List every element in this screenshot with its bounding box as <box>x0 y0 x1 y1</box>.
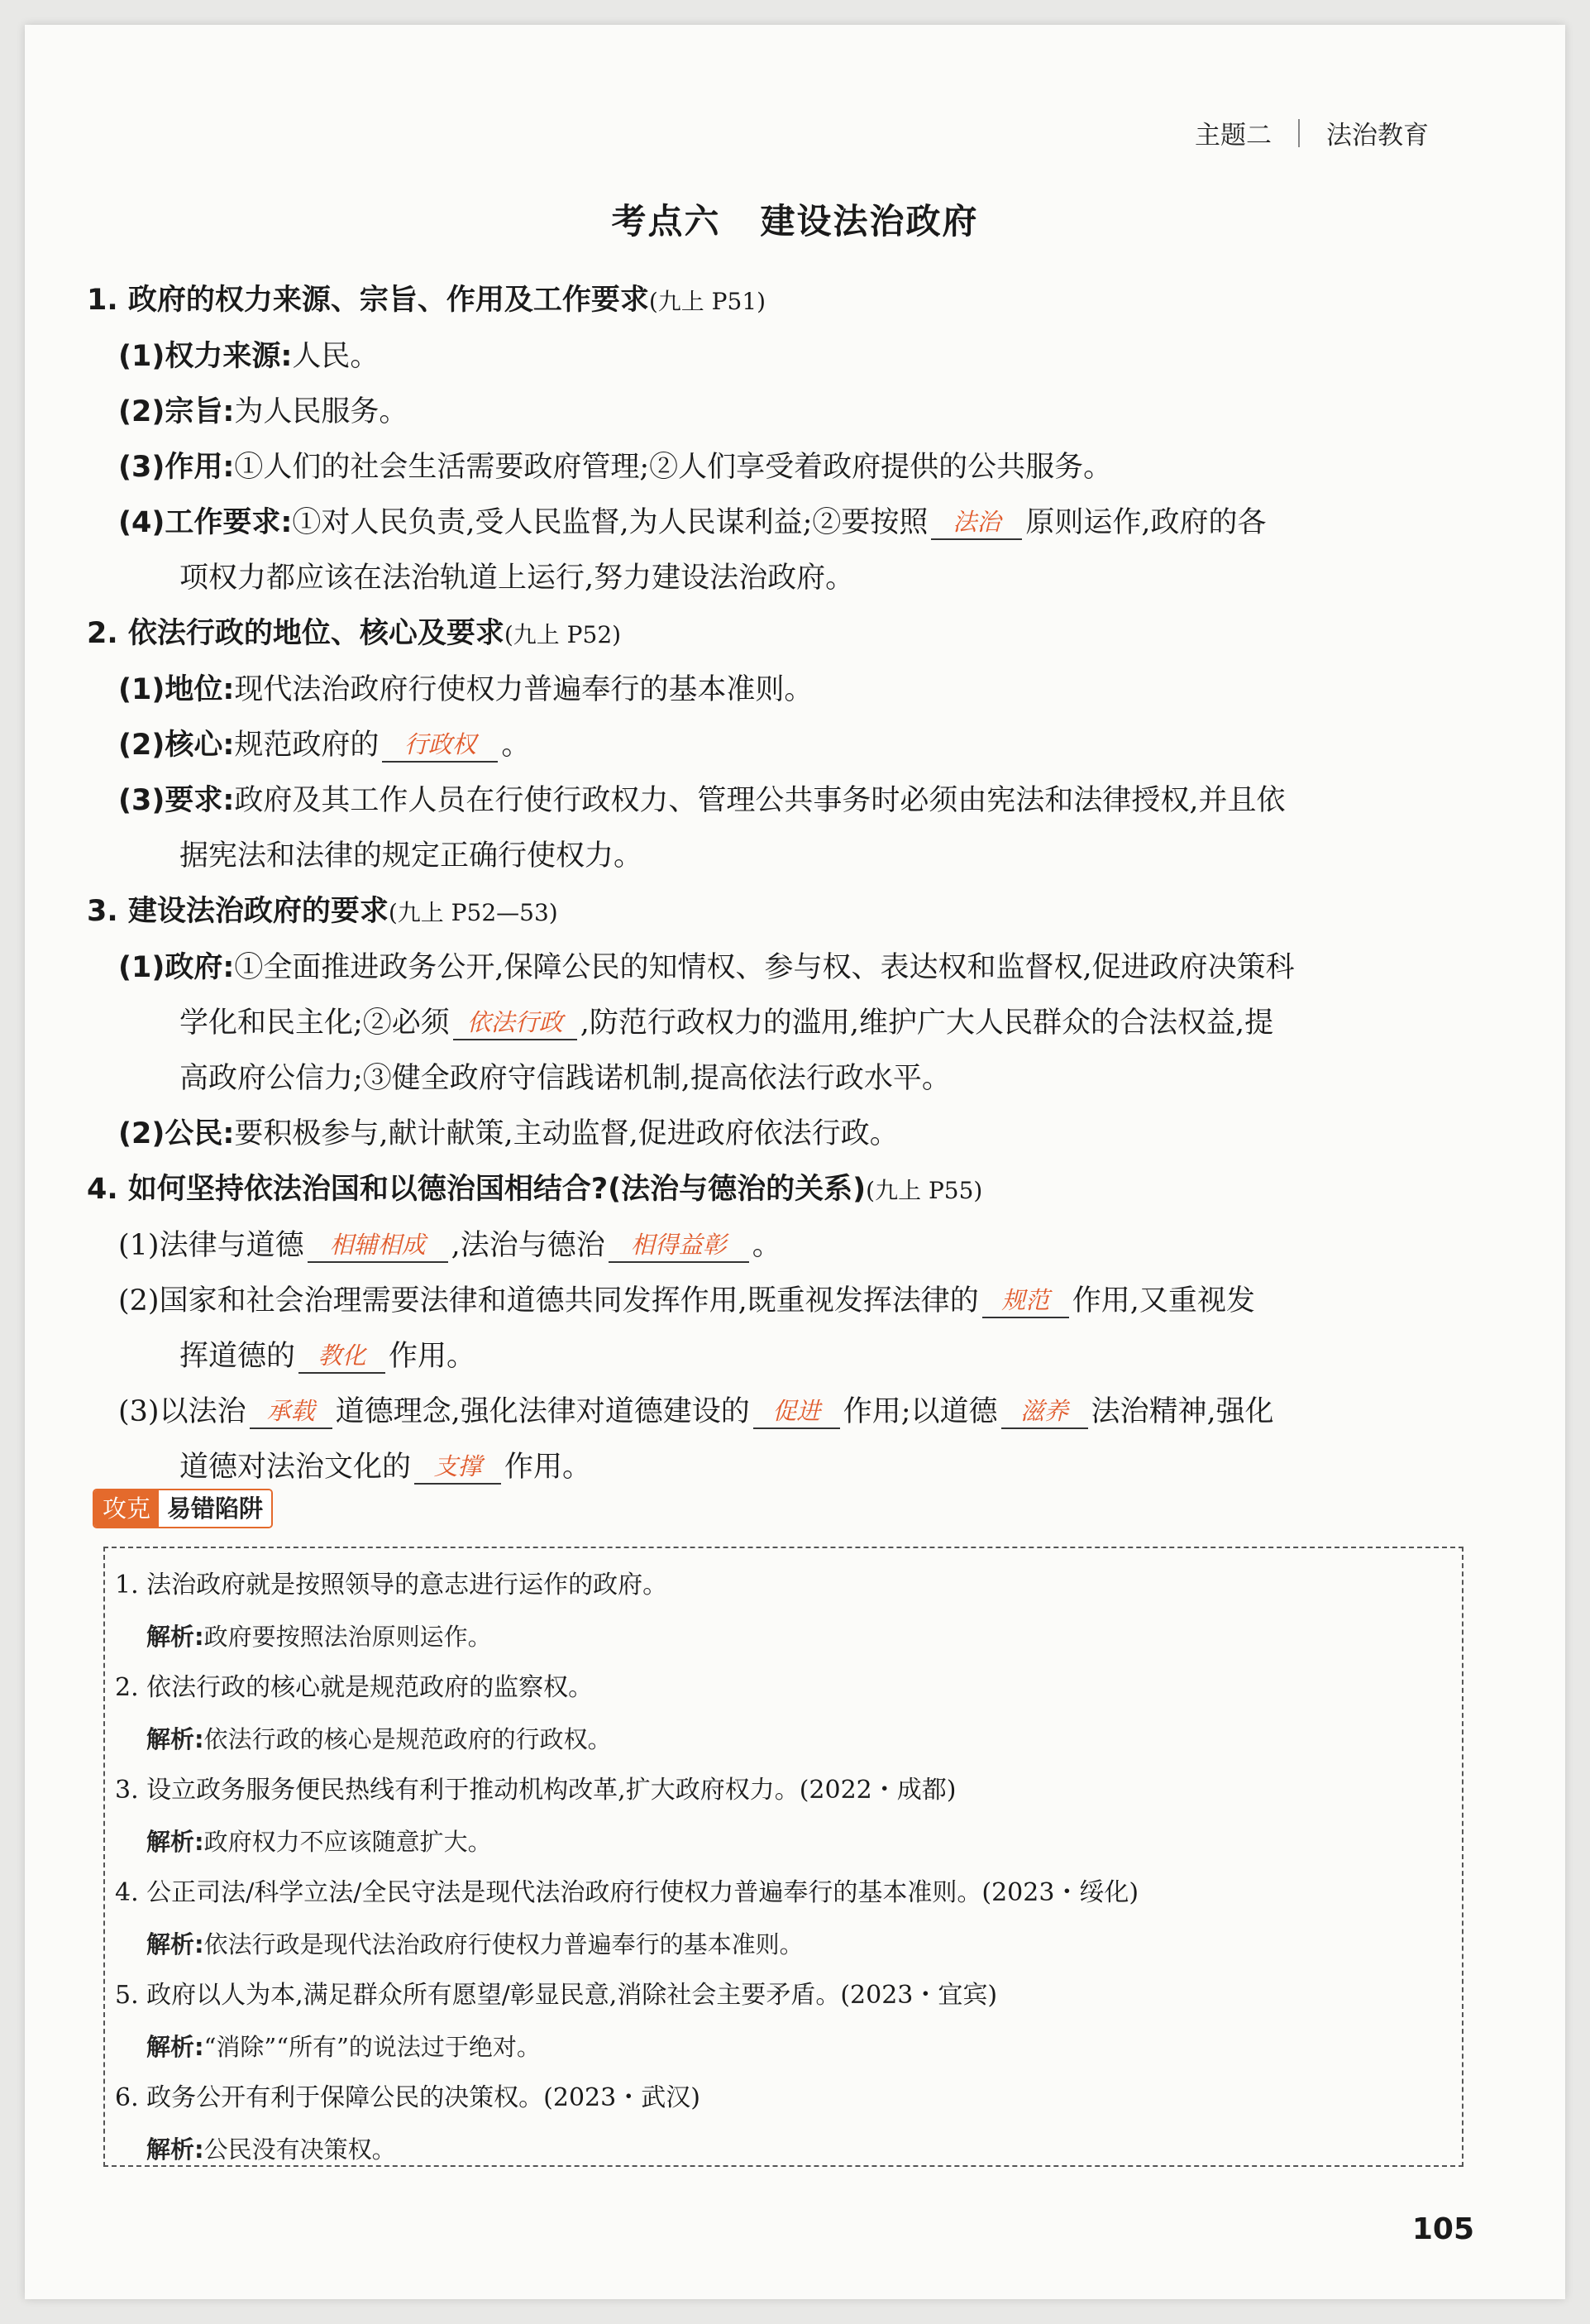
page-title <box>25 194 1565 244</box>
section-heading-text: 4. 如何坚持依法治国和以德治国相结合?(法治与德治的关系) <box>87 1173 867 1206</box>
answer-label: 解析: <box>146 2033 204 2061</box>
item-text: 道德对法治文化的 <box>179 1451 412 1484</box>
item-label: (4)工作要求: <box>118 506 293 539</box>
s2-item-3-cont <box>87 829 1501 884</box>
s3-item-2 <box>87 1107 1501 1162</box>
item-text: 。 <box>501 729 531 762</box>
s4-item-3 <box>87 1384 1501 1440</box>
source-ref: (九上 P55) <box>866 1177 983 1204</box>
error-answer-2 <box>115 1714 1462 1765</box>
error-answer-5 <box>115 2021 1462 2073</box>
item-label: (1)政府: <box>118 951 235 984</box>
source-ref: (九上 P52—53) <box>388 899 558 926</box>
item-label: (2)公民: <box>118 1117 235 1150</box>
error-question-6: 6. 政务公开有利于保障公民的决策权。(2023・武汉) <box>115 2083 700 2112</box>
s1-item-2 <box>87 385 1501 440</box>
source-ref: (九上 P51) <box>648 288 766 315</box>
item-label: (2)宗旨: <box>118 395 235 428</box>
error-question-3: 3. 设立政务服务便民热线有利于推动机构改革,扩大政府权力。(2022・成都) <box>115 1776 957 1805</box>
page <box>25 25 1565 2299</box>
s2-item-3 <box>87 773 1501 829</box>
item-text: 要积极参与,献计献策,主动监督,促进政府依法行政。 <box>234 1117 899 1150</box>
header-theme: 主题二 <box>1195 121 1272 151</box>
item-label: (2)核心: <box>118 729 235 762</box>
s1-item-4-cont <box>87 551 1501 606</box>
s3-item-1-cont <box>87 996 1501 1051</box>
fill-blank-answer: 支撑 <box>414 1450 501 1485</box>
s2-item-1 <box>87 662 1501 718</box>
answer-text: “消除”“所有”的说法过于绝对。 <box>203 2033 541 2061</box>
section-heading-text: 3. 建设法治政府的要求 <box>87 895 389 928</box>
item-text: ,防范行政权力的滥用,维护广大人民群众的合法权益,提 <box>580 1007 1274 1040</box>
item-text: 法治精神,强化 <box>1091 1395 1274 1428</box>
item-text: ①全面推进政务公开,保障公民的知情权、参与权、表达权和监督权,促进政府决策科 <box>234 951 1295 984</box>
fill-blank-answer: 行政权 <box>382 728 498 763</box>
answer-text: 公民没有决策权。 <box>203 2135 396 2164</box>
answer-text: 政府要按照法治原则运作。 <box>203 1623 492 1651</box>
item-text: 原则运作,政府的各 <box>1025 506 1267 539</box>
fill-blank-answer: 相得益彰 <box>609 1228 749 1263</box>
item-text: 作用。 <box>504 1451 592 1484</box>
error-question-1: 1. 法治政府就是按照领导的意志进行运作的政府。 <box>115 1571 668 1600</box>
item-text: 人民。 <box>292 340 380 373</box>
running-header <box>1195 114 1429 151</box>
tag-prefix: 攻克 <box>94 1490 159 1527</box>
section-1-heading <box>87 273 1501 329</box>
error-trap-box <box>103 1547 1463 2167</box>
answer-label: 解析: <box>146 1828 204 1856</box>
section-3-heading <box>87 884 1501 940</box>
answer-label: 解析: <box>146 2135 204 2164</box>
answer-text: 依法行政的核心是规范政府的行政权。 <box>203 1725 612 1753</box>
answer-text: 依法行政是现代法治政府行使权力普遍奉行的基本准则。 <box>203 1930 804 1958</box>
fill-blank-answer: 促进 <box>753 1394 840 1429</box>
error-answer-3 <box>115 1816 1462 1867</box>
item-label: (1)权力来源: <box>118 340 293 373</box>
item-text: 学化和民主化;②必须 <box>179 1007 450 1040</box>
item-text: (2)国家和社会治理需要法律和道德共同发挥作用,既重视发挥法律的 <box>118 1284 979 1317</box>
fill-blank-answer: 承载 <box>250 1394 332 1429</box>
item-text: ,法治与德治 <box>451 1229 605 1262</box>
s4-item-1 <box>87 1218 1501 1274</box>
page-number: 105 <box>1411 2212 1474 2246</box>
item-text: ①对人民负责,受人民监督,为人民谋利益;②要按照 <box>292 506 929 539</box>
item-label: (3)要求: <box>118 784 235 817</box>
item-text: 政府及其工作人员在行使行政权力、管理公共事务时必须由宪法和法律授权,并且依 <box>234 784 1286 817</box>
item-text: 项权力都应该在法治轨道上运行,努力建设法治政府。 <box>179 562 855 595</box>
section-heading-text: 1. 政府的权力来源、宗旨、作用及工作要求 <box>87 284 649 317</box>
fill-blank-answer: 教化 <box>298 1339 385 1374</box>
s3-item-1 <box>87 940 1501 996</box>
header-topic: 法治教育 <box>1326 121 1429 151</box>
error-question-4: 4. 公正司法/科学立法/全民守法是现代法治政府行使权力普遍奉行的基本准则。(2023・绥化) <box>115 1878 1139 1907</box>
item-label: (1)地位: <box>118 673 235 706</box>
fill-blank-answer: 相辅相成 <box>308 1228 448 1263</box>
item-label: (3)作用: <box>118 451 235 484</box>
s2-item-2 <box>87 718 1501 773</box>
s1-item-4 <box>87 495 1501 551</box>
item-text: 作用,又重视发 <box>1072 1284 1255 1317</box>
main-content <box>87 273 1501 1495</box>
item-text: 作用。 <box>389 1340 476 1373</box>
s3-item-1-cont2 <box>87 1051 1501 1107</box>
s4-item-3-cont <box>87 1440 1501 1495</box>
header-divider <box>1298 119 1300 147</box>
section-2-heading <box>87 606 1501 662</box>
s4-item-2-cont <box>87 1329 1501 1384</box>
item-text: 高政府公信力;③健全政府守信践诺机制,提高依法行政水平。 <box>179 1062 951 1095</box>
title-part2: 建设法治政府 <box>760 201 979 241</box>
fill-blank-answer: 依法行政 <box>453 1006 577 1040</box>
error-trap-tag <box>93 1489 273 1528</box>
section-heading-text: 2. 依法行政的地位、核心及要求 <box>87 617 504 650</box>
s4-item-2 <box>87 1274 1501 1329</box>
fill-blank-answer: 滋养 <box>1001 1394 1088 1429</box>
fill-blank-answer: 规范 <box>982 1284 1069 1318</box>
item-text: (1)法律与道德 <box>118 1229 304 1262</box>
item-text: ①人们的社会生活需要政府管理;②人们享受着政府提供的公共服务。 <box>234 451 1113 484</box>
item-text: 作用;以道德 <box>843 1395 998 1428</box>
fill-blank-answer: 法治 <box>931 505 1022 540</box>
s1-item-1 <box>87 329 1501 385</box>
item-text: 道德理念,强化法律对道德建设的 <box>335 1395 750 1428</box>
item-text: 据宪法和法律的规定正确行使权力。 <box>179 839 643 873</box>
item-text: 挥道德的 <box>179 1340 296 1373</box>
tag-label: 易错陷阱 <box>159 1490 271 1527</box>
answer-label: 解析: <box>146 1725 204 1753</box>
s1-item-3 <box>87 440 1501 495</box>
error-answer-6 <box>115 2124 1462 2175</box>
answer-text: 政府权力不应该随意扩大。 <box>203 1828 492 1856</box>
error-question-5: 5. 政府以人为本,满足群众所有愿望/彰显民意,消除社会主要矛盾。(2023・宜宾) <box>115 1981 998 2010</box>
error-question-2: 2. 依法行政的核心就是规范政府的监察权。 <box>115 1673 594 1702</box>
error-answer-4 <box>115 1919 1462 1970</box>
item-text: 规范政府的 <box>234 729 380 762</box>
title-part1: 考点六 <box>611 201 721 241</box>
item-text: (3)以法治 <box>118 1395 246 1428</box>
source-ref: (九上 P52) <box>504 621 622 648</box>
answer-label: 解析: <box>146 1623 204 1651</box>
item-text: 为人民服务。 <box>234 395 408 428</box>
item-text: 现代法治政府行使权力普遍奉行的基本准则。 <box>234 673 814 706</box>
answer-label: 解析: <box>146 1930 204 1958</box>
error-answer-1 <box>115 1611 1462 1662</box>
item-text: 。 <box>752 1229 781 1262</box>
section-4-heading <box>87 1162 1501 1218</box>
